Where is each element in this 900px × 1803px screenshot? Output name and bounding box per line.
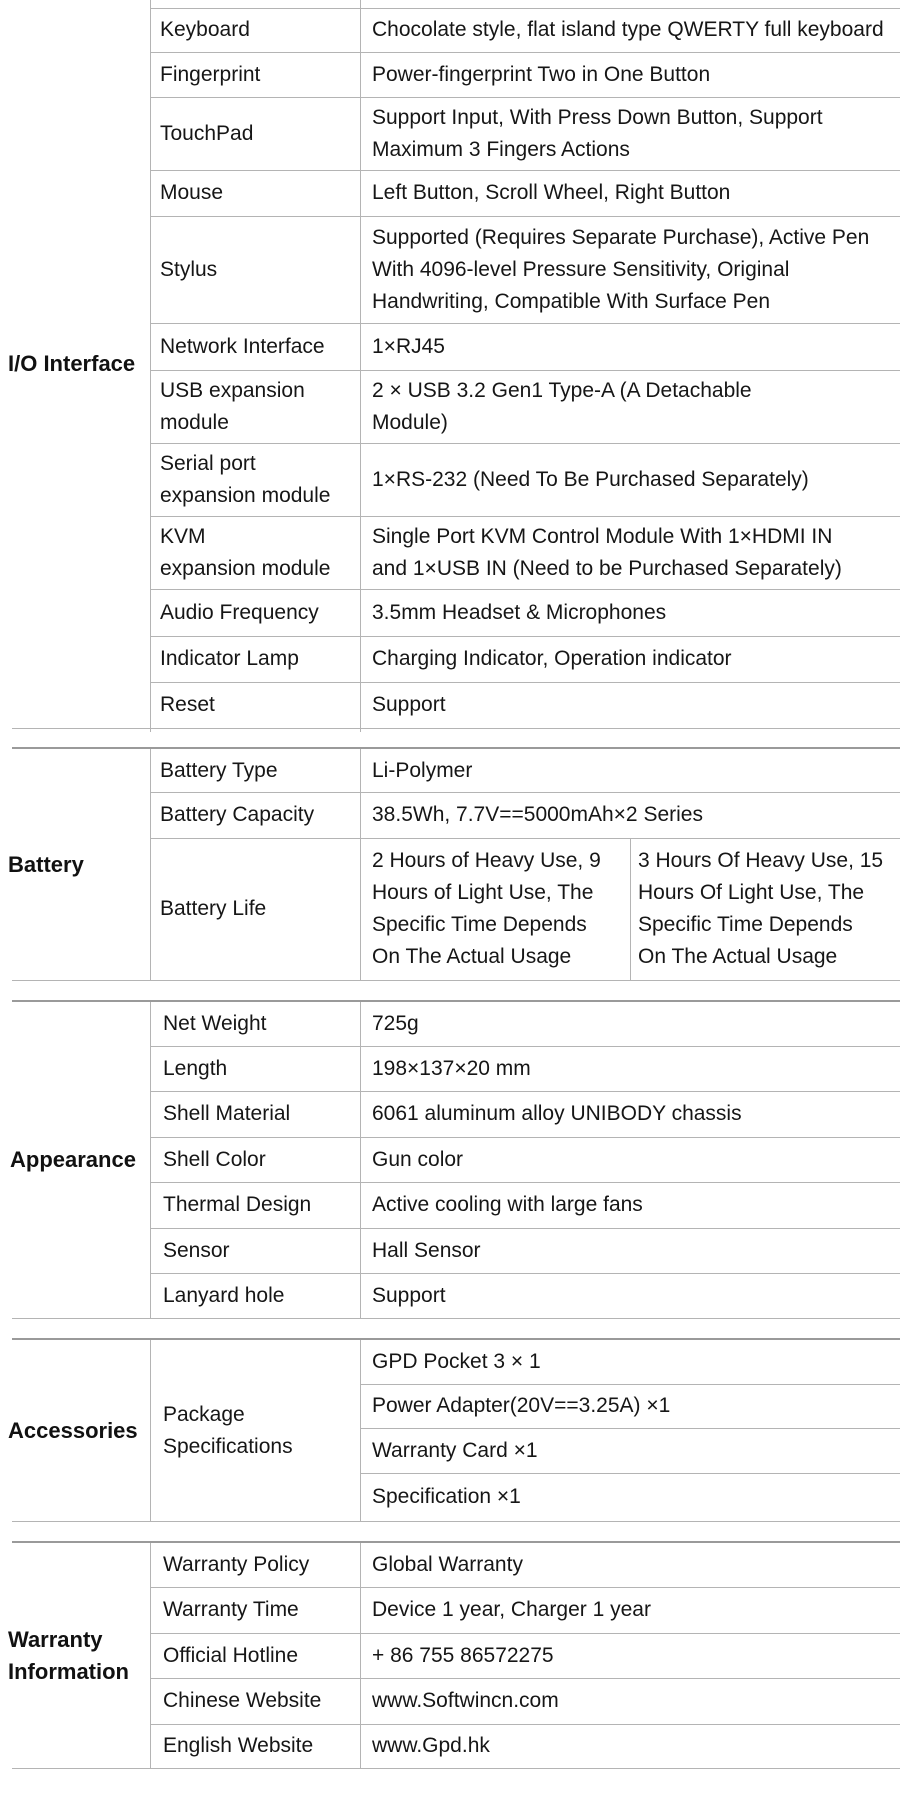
label-reset: Reset	[160, 693, 215, 716]
value-shell-material: 6061 aluminum alloy UNIBODY chassis	[372, 1102, 742, 1125]
label-serial-port-expansion: Serial port expansion module	[160, 451, 331, 507]
label-sensor: Sensor	[163, 1238, 230, 1262]
value-battery-life-b: 3 Hours Of Heavy Use, 15 Hours Of Light Use, The Specific Time Depends On The Actual Usage	[638, 849, 884, 968]
value-chinese-website[interactable]: www.Softwincn.com	[372, 1689, 559, 1712]
label-battery-life: Battery Life	[160, 897, 267, 920]
package-item: GPD Pocket 3 × 1	[372, 1350, 541, 1373]
category-appearance: Appearance	[10, 1147, 136, 1172]
label-kvm-expansion: KVM expansion module	[160, 524, 331, 580]
label-keyboard: Keyboard	[160, 18, 250, 41]
value-usb-expansion: 2 × USB 3.2 Gen1 Type-A (A Detachable Module)	[372, 378, 752, 434]
value-touchpad: Support Input, With Press Down Button, Support Maximum 3 Fingers Actions	[372, 105, 823, 161]
value-lanyard-hole: Support	[372, 1283, 446, 1307]
value-english-website[interactable]: www.Gpd.hk	[372, 1734, 490, 1757]
value-stylus: Supported (Requires Separate Purchase), Active Pen With 4096-level Pressure Sensitivity, Original Handwriting, Compatible With Surface Pen	[372, 225, 870, 313]
value-serial-port-expansion: 1×RS-232 (Need To Be Purchased Separately)	[372, 467, 809, 491]
label-english-website: English Website	[163, 1734, 314, 1757]
label-shell-color: Shell Color	[163, 1147, 266, 1171]
value-sensor: Hall Sensor	[372, 1238, 481, 1262]
label-warranty-policy: Warranty Policy	[163, 1553, 310, 1576]
value-fingerprint: Power-fingerprint Two in One Button	[372, 62, 711, 86]
label-touchpad: TouchPad	[160, 121, 254, 145]
label-net-weight: Net Weight	[163, 1012, 267, 1035]
label-indicator-lamp: Indicator Lamp	[160, 647, 299, 670]
category-battery: Battery	[8, 851, 84, 877]
label-warranty-time: Warranty Time	[163, 1598, 299, 1621]
label-usb-expansion: USB expansion module	[160, 378, 305, 434]
label-official-hotline: Official Hotline	[163, 1643, 299, 1667]
package-item: Power Adapter(20V==3.25A) ×1	[372, 1394, 671, 1417]
value-mouse: Left Button, Scroll Wheel, Right Button	[372, 181, 731, 204]
label-package-specifications: Package Specifications	[163, 1402, 293, 1458]
label-network-interface: Network Interface	[160, 334, 325, 358]
label-audio-frequency: Audio Frequency	[160, 600, 319, 624]
package-item: Specification ×1	[372, 1485, 521, 1508]
category-accessories: Accessories	[8, 1417, 138, 1443]
value-warranty-policy: Global Warranty	[372, 1553, 523, 1576]
label-mouse: Mouse	[160, 181, 224, 204]
label-fingerprint: Fingerprint	[160, 62, 261, 86]
category-warranty-information: Warranty Information	[8, 1626, 129, 1684]
label-stylus: Stylus	[160, 257, 218, 281]
value-warranty-time: Device 1 year, Charger 1 year	[372, 1598, 651, 1621]
value-keyboard: Chocolate style, flat island type QWERTY full keyboard	[372, 18, 884, 41]
value-length: 198×137×20 mm	[372, 1056, 531, 1080]
value-battery-life-a: 2 Hours of Heavy Use, 9 Hours of Light Use, The Specific Time Depends On The Actual Usage	[372, 849, 601, 968]
label-length: Length	[163, 1056, 228, 1080]
label-battery-capacity: Battery Capacity	[160, 803, 315, 826]
label-battery-type: Battery Type	[160, 758, 278, 782]
value-shell-color: Gun color	[372, 1147, 464, 1171]
label-thermal-design: Thermal Design	[163, 1193, 312, 1216]
value-official-hotline: + 86 755 86572275	[372, 1643, 554, 1667]
value-audio-frequency: 3.5mm Headset & Microphones	[372, 600, 667, 624]
value-reset: Support	[372, 693, 446, 716]
value-thermal-design: Active cooling with large fans	[372, 1193, 643, 1216]
label-lanyard-hole: Lanyard hole	[163, 1283, 285, 1307]
value-kvm-expansion: Single Port KVM Control Module With 1×HDMI IN and 1×USB IN (Need to be Purchased Separately)	[372, 524, 842, 580]
label-shell-material: Shell Material	[163, 1102, 291, 1125]
value-net-weight: 725g	[372, 1012, 419, 1035]
value-battery-type: Li-Polymer	[372, 758, 473, 782]
label-chinese-website: Chinese Website	[163, 1689, 322, 1712]
value-battery-capacity: 38.5Wh, 7.7V==5000mAh×2 Series	[372, 803, 703, 826]
value-indicator-lamp: Charging Indicator, Operation indicator	[372, 647, 732, 670]
package-item: Warranty Card ×1	[372, 1438, 538, 1462]
value-network-interface: 1×RJ45	[372, 334, 445, 358]
category-io-interface: I/O Interface	[8, 351, 136, 376]
